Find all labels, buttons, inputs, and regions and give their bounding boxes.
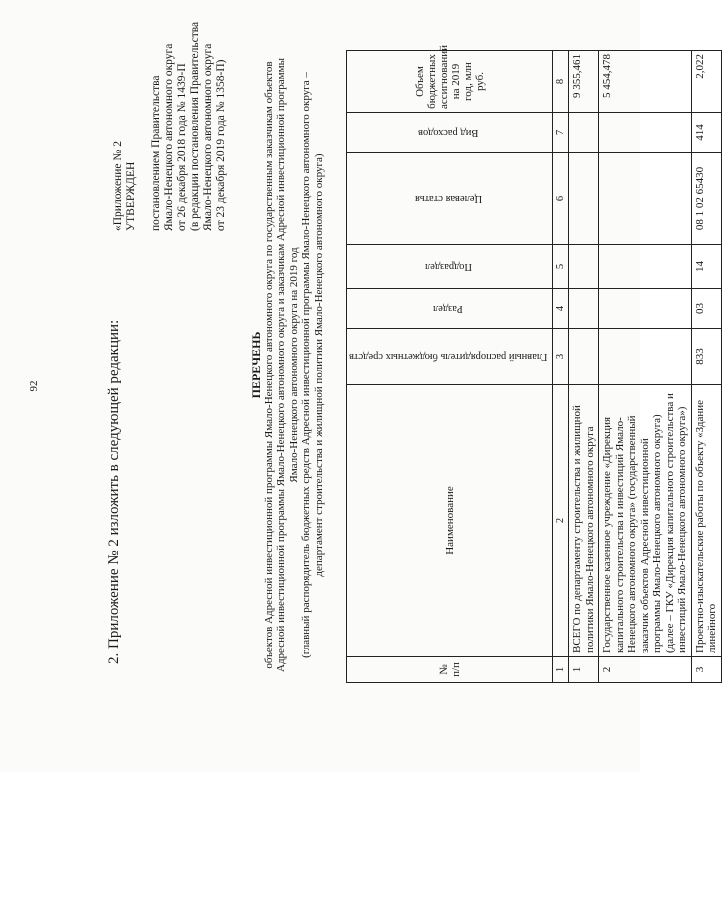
row-target-article (599, 153, 692, 245)
row-name: ВСЕГО по департаменту строительства и жилищной политики Ямало-Ненецкого автономного округа (569, 385, 599, 657)
approval-line: постановлением Правительства (150, 75, 162, 231)
row-podrazdel (569, 245, 599, 289)
row-grbs (569, 329, 599, 385)
blank-margin (0, 772, 640, 905)
row-expense-type (599, 113, 692, 153)
header-podrazdel: Подраздел (424, 261, 472, 273)
row-num: 2 (599, 657, 692, 683)
row-podrazdel (599, 245, 692, 289)
column-number-row (553, 51, 569, 683)
column-number: 2 (553, 385, 569, 657)
appendix-line: «Приложение № 2 (112, 141, 124, 231)
row-razdel: 03 (691, 289, 721, 329)
row-amount: 5 454,478 (599, 51, 692, 113)
column-number: 7 (553, 113, 569, 153)
row-target-article: 08 1 02 65430 (691, 153, 721, 245)
row-target-article (569, 153, 599, 245)
approval-line: от 26 декабря 2018 года № 1439-П (176, 63, 188, 231)
header-target-article: Целевая статья (414, 193, 482, 205)
table-row (569, 51, 599, 683)
row-grbs (599, 329, 692, 385)
column-number: 4 (553, 289, 569, 329)
row-expense-type: 414 (691, 113, 721, 153)
document-subtitle: объектов Адресной инвестиционной программы Ямало-Ненецкого автономного округа по государственным заказчикам объектов Адресной инвестиционной программы Ямало-Ненецкого автономного округа и заказчикам Адресной инвестиционной программы Ямало-Ненецкого автономного округа на 2019 год (262, 58, 300, 672)
table-row (691, 51, 721, 683)
approval-line: от 23 декабря 2019 года № 1358-П) (215, 59, 227, 231)
row-razdel (569, 289, 599, 329)
row-name: Проектно-изыскательские работы по объекту «Здание линейного (691, 385, 721, 657)
page-number: 92 (28, 380, 40, 392)
rotated-document-sheet (0, 1, 719, 771)
header-num: № п/п (347, 657, 553, 683)
investment-table (346, 44, 722, 683)
header-grbs: Главный распорядитель бюджетных средств (349, 351, 548, 363)
approval-line: (в редакции постановления Правительства (189, 21, 201, 231)
header-name: Наименование (347, 385, 553, 657)
header-razdel: Раздел (433, 303, 464, 315)
row-podrazdel: 14 (691, 245, 721, 289)
row-expense-type (569, 113, 599, 153)
row-amount: 2,022 (691, 51, 721, 113)
column-number: 5 (553, 245, 569, 289)
column-number: 8 (553, 51, 569, 113)
row-amount: 9 355,461 (569, 51, 599, 113)
approval-line: Ямало-Ненецкого автономного округа (163, 43, 175, 231)
document-heading (250, 55, 325, 675)
appendix-line: УТВЕРЖДЕН (125, 161, 137, 231)
row-num: 1 (569, 657, 599, 683)
header-amount: Объем бюджетных ассигнований на 2019 год, млн руб. (347, 51, 553, 113)
column-number: 6 (553, 153, 569, 245)
row-name: Государственное казенное учреждение «Дирекция капитального строительства и инвестиций Ямало-Ненецкого автономного округа» (государственный заказчик объектов Адресной инвестиционной программы Ямало-Ненецкого автономного округа) (далее – ГКУ «Дирекция капитального строительства и инвестиций Ямало-Ненецкого автономного округа») (599, 385, 692, 657)
column-number: 3 (553, 329, 569, 385)
document-title: ПЕРЕЧЕНЬ (249, 331, 263, 399)
document-note: (главный распорядитель бюджетных средств Адресной инвестиционной программы Ямало-Ненецкого автономного округа – департамент строительства и жилищной политики Ямало-Ненецкого автономного округа) (300, 72, 325, 658)
column-number: 1 (553, 657, 569, 683)
row-grbs: 833 (691, 329, 721, 385)
row-num: 3 (691, 657, 721, 683)
row-razdel (599, 289, 692, 329)
header-expense-type: Вид расходов (417, 127, 479, 139)
appendix-block (112, 22, 228, 231)
table-row (599, 51, 692, 683)
instruction-text: 2. Приложение № 2 изложить в следующей редакции: (106, 319, 122, 664)
approval-line: Ямало-Ненецкого автономного округа (202, 43, 214, 231)
